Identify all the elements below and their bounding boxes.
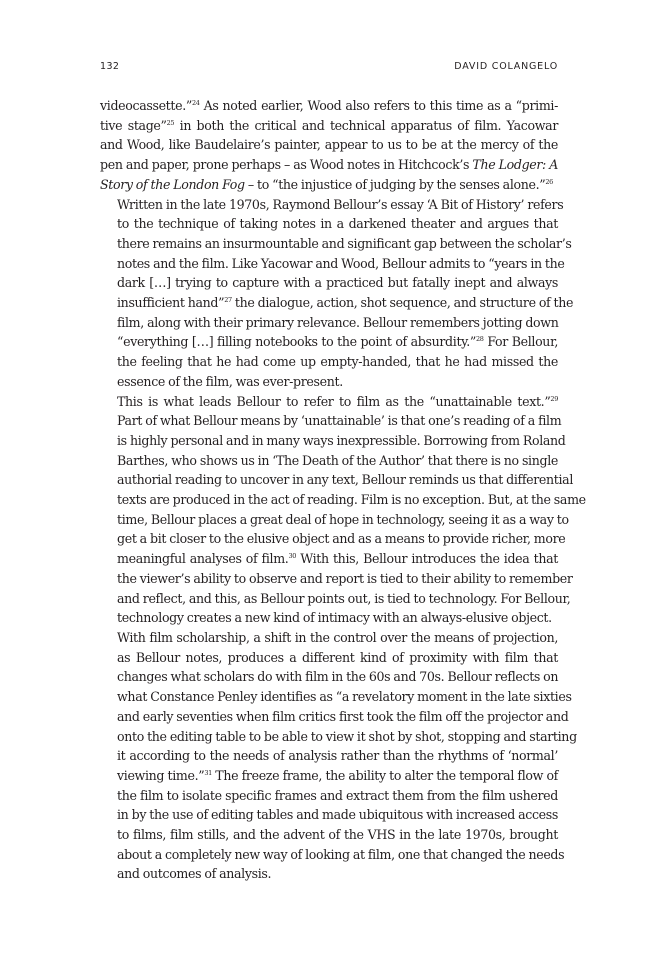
paragraph-p4 (100, 628, 577, 884)
text-line: changes what scholars do with film in the 60s and 70s. Bellour reflects on (117, 669, 559, 685)
text-line: technology creates a new kind of intimacy with an always-elusive object. (117, 610, 552, 626)
paragraph-p3 (100, 392, 586, 628)
text-line: to films, film stills, and the advent of the VHS in the late 1970s, brought (117, 827, 558, 843)
text-line: onto the editing table to be able to view it shot by shot, stopping and starting (117, 728, 577, 744)
text-line: Part of what Bellour means by ‘unattainable’ is that one’s reading of a film (117, 413, 562, 429)
page-number: 132 (100, 61, 120, 72)
text-line: authorial reading to uncover in any text, Bellour reminds us that differential (117, 472, 574, 488)
text-line: pen and paper, prone perhaps – as Wood notes in Hitchcock’s The Lodger: A (100, 157, 558, 173)
text-line: and reflect, and this, as Bellour points out, is tied to technology. For Bellour, (117, 590, 571, 606)
text-line: it according to the needs of analysis rather than the rhythms of ‘normal’ (117, 748, 558, 764)
text-line: to the technique of taking notes in a darkened theater and argues that (117, 216, 558, 232)
text-line: in by the use of editing tables and made ubiquitous with increased access (117, 807, 558, 823)
text-line: there remains an insurmountable and significant gap between the scholar’s (117, 235, 572, 251)
text-line: “everything […] filling notebooks to the point of absurdity.”$^{28}$ For Bellour, (117, 334, 559, 350)
text-line: get a bit closer to the elusive object and as a means to provide richer, more (117, 531, 566, 547)
footnote-ref[interactable]: 31 (204, 768, 212, 777)
text-line: Story of the London Fog – to “the injustice of judging by the senses alone.”$^{26}$ (100, 176, 553, 192)
text-line: dark […] trying to capture with a practiced but fatally inept and always (117, 275, 558, 291)
text-line: as Bellour notes, produces a different kind of proximity with film that (117, 649, 558, 665)
page-header (100, 61, 558, 77)
footnote-ref[interactable]: 28 (476, 335, 484, 344)
text-line: texts are produced in the act of reading. Film is no exception. But, at the same (117, 492, 586, 508)
running-head: DAVID COLANGELO (454, 61, 558, 72)
text-line: Barthes, who shows us in ‘The Death of the Author’ that there is no single (117, 452, 558, 468)
text-line: the feeling that he had come up empty-handed, that he had missed the (117, 354, 558, 370)
italic-title: The Lodger: A (472, 157, 558, 173)
text-line: is highly personal and in many ways inexpressible. Borrowing from Roland (117, 432, 566, 448)
text-line: tive stage”$^{25}$ in both the critical and technical apparatus of film. Yacowar (100, 117, 559, 133)
text-line: insufficient hand”$^{27}$ the dialogue, action, shot sequence, and structure of the (117, 295, 574, 311)
text-line: videocassette.”$^{24}$ As noted earlier, Wood also refers to this time as a “primi- (100, 98, 558, 113)
footnote-ref[interactable]: 25 (166, 118, 175, 127)
text-line: With film scholarship, a shift in the control over the means of projection, (117, 629, 558, 645)
footnote-ref[interactable]: 26 (545, 177, 553, 186)
body-text (100, 96, 586, 884)
text-line: what Constance Penley identifies as “a revelatory moment in the late sixties (117, 689, 572, 705)
text-line: the film to isolate specific frames and extract them from the film ushered (117, 787, 558, 803)
text-line: time, Bellour places a great deal of hope in technology, seeing it as a way to (117, 511, 569, 527)
text-line: This is what leads Bellour to refer to film as the “unattainable text.”$^{29}$ (117, 393, 558, 409)
text-line: and Wood, like Baudelaire’s painter, appear to us to be at the mercy of the (100, 137, 558, 153)
text-line: essence of the film, was ever-present. (117, 373, 343, 389)
italic-title: Story of the London Fog (100, 176, 245, 192)
footnote-ref[interactable]: 29 (550, 394, 558, 403)
text-line: and early seventies when film critics first took the film off the projector and (117, 708, 569, 724)
text-line: meaningful analyses of film.$^{30}$ With this, Bellour introduces the idea that (117, 551, 558, 567)
paragraph-p2 (100, 195, 574, 392)
footnote-ref[interactable]: 24 (191, 99, 200, 107)
footnote-ref[interactable]: 30 (288, 552, 297, 561)
footnote-ref[interactable]: 27 (224, 296, 232, 305)
text-line: and outcomes of analysis. (117, 866, 272, 882)
paragraph-p1 (100, 96, 558, 195)
text-line: the viewer’s ability to observe and report is tied to their ability to remember (117, 570, 573, 586)
text-line: Written in the late 1970s, Raymond Bellour’s essay ‘A Bit of History’ refers (117, 196, 564, 212)
text-line: about a completely new way of looking at film, one that changed the needs (117, 846, 565, 862)
text-line: film, along with their primary relevance. Bellour remembers jotting down (117, 314, 559, 330)
text-line: viewing time.”$^{31}$ The freeze frame, the ability to alter the temporal flow of (117, 767, 558, 783)
text-line: notes and the film. Like Yacowar and Wood, Bellour admits to “years in the (117, 255, 565, 271)
